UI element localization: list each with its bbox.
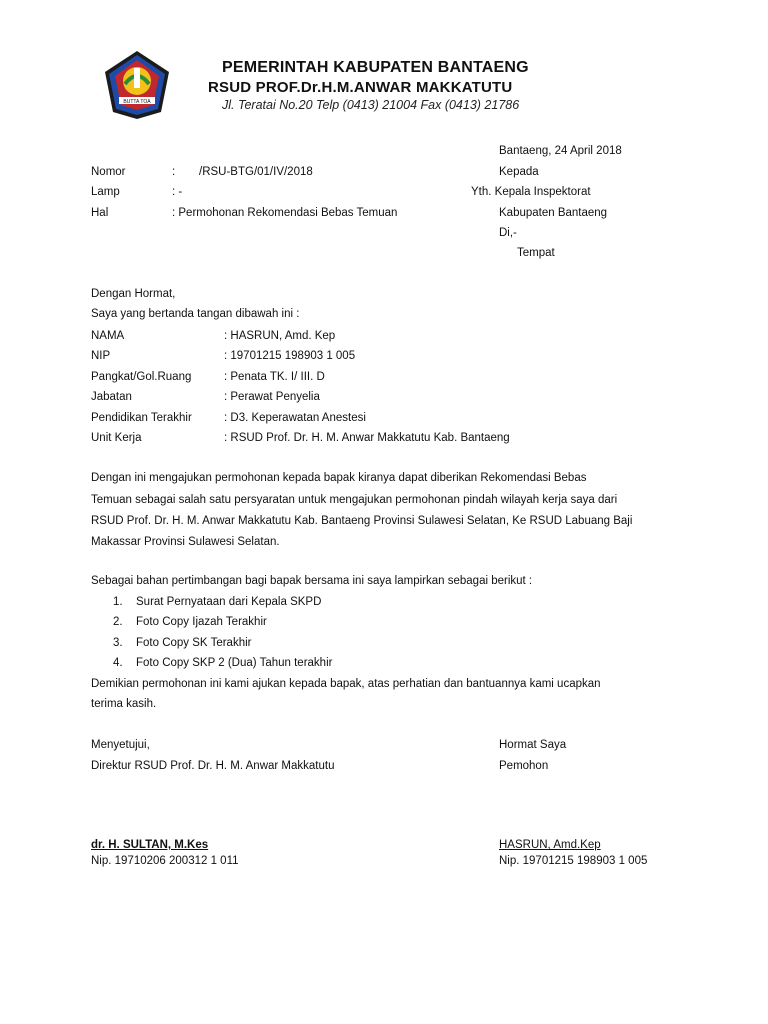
field-label: NIP <box>91 350 111 362</box>
lamp-label: Lamp <box>91 186 120 198</box>
paragraph-line: RSUD Prof. Dr. H. M. Anwar Makkatutu Kab. Bantaeng Provinsi Sulawesi Selatan, Ke RSUD Labuang Baji <box>91 515 633 527</box>
applicant-label: Pemohon <box>499 760 549 772</box>
attachment-item: Foto Copy SK Terakhir <box>136 637 252 649</box>
field-value: : Penata TK. I/ III. D <box>224 371 325 383</box>
attachment-number: 2. <box>113 616 123 628</box>
paragraph-line: Dengan ini mengajukan permohonan kepada bapak kiranya dapat diberikan Rekomendasi Bebas <box>91 472 587 484</box>
nomor-value: /RSU-BTG/01/IV/2018 <box>199 166 313 178</box>
recipient-tempat: Tempat <box>517 247 555 259</box>
paragraph-line: Makassar Provinsi Sulawesi Selatan. <box>91 536 280 548</box>
hal-label: Hal <box>91 207 109 219</box>
letterhead-hospital: RSUD PROF.Dr.H.M.ANWAR MAKKATUTU <box>208 79 513 96</box>
attachment-number: 4. <box>113 657 123 669</box>
attachment-item: Foto Copy SKP 2 (Dua) Tahun terakhir <box>136 657 333 669</box>
attachment-number: 1. <box>113 596 123 608</box>
regards-label: Hormat Saya <box>499 739 567 751</box>
lamp-value: : - <box>172 186 183 198</box>
attachment-number: 3. <box>113 637 123 649</box>
field-value: : HASRUN, Amd. Kep <box>224 330 336 342</box>
approver-nip: Nip. 19710206 200312 1 011 <box>91 855 239 867</box>
nomor-label: Nomor <box>91 166 126 178</box>
letterhead-address: Jl. Teratai No.20 Telp (0413) 21004 Fax (0413) 21786 <box>222 98 520 112</box>
field-value: : RSUD Prof. Dr. H. M. Anwar Makkatutu Kab. Bantaeng <box>224 432 510 444</box>
approval-label: Menyetujui, <box>91 739 150 751</box>
field-label: NAMA <box>91 330 125 342</box>
approver-title: Direktur RSUD Prof. Dr. H. M. Anwar Makkatutu <box>91 760 335 772</box>
field-value: : D3. Keperawatan Anestesi <box>224 412 366 424</box>
closing-line: Demikian permohonan ini kami ajukan kepada bapak, atas perhatian dan bantuannya kami ucapkan <box>91 678 601 690</box>
logo-lettering: BUTTA TOA <box>123 99 151 105</box>
intro-text: Saya yang bertanda tangan dibawah ini : <box>91 308 300 320</box>
field-value: : Perawat Penyelia <box>224 391 320 403</box>
recipient-kabupaten: Kabupaten Bantaeng <box>499 207 608 219</box>
kabupaten-emblem-logo <box>103 50 171 120</box>
recipient-yth: Yth. Kepala Inspektorat <box>471 186 591 198</box>
recipient-kepada: Kepada <box>499 166 539 178</box>
closing-line: terima kasih. <box>91 698 157 710</box>
hal-value: : Permohonan Rekomendasi Bebas Temuan <box>172 207 398 219</box>
field-label: Jabatan <box>91 391 132 403</box>
field-label: Unit Kerja <box>91 432 142 444</box>
nomor-colon: : <box>172 166 176 178</box>
letterhead-government: PEMERINTAH KABUPATEN BANTAENG <box>222 59 529 76</box>
approver-name: dr. H. SULTAN, M.Kes <box>91 839 209 851</box>
letter-date: Bantaeng, 24 April 2018 <box>499 145 622 157</box>
recipient-di: Di,- <box>499 227 517 239</box>
greeting: Dengan Hormat, <box>91 288 176 300</box>
field-label: Pendidikan Terakhir <box>91 412 192 424</box>
attachment-item: Surat Pernyataan dari Kepala SKPD <box>136 596 322 608</box>
attachments-intro: Sebagai bahan pertimbangan bagi bapak bersama ini saya lampirkan sebagai berikut : <box>91 575 533 587</box>
applicant-nip: Nip. 19701215 198903 1 005 <box>499 855 648 867</box>
field-value: : 19701215 198903 1 005 <box>224 350 356 362</box>
applicant-name: HASRUN, Amd.Kep <box>499 839 601 851</box>
attachment-item: Foto Copy Ijazah Terakhir <box>136 616 267 628</box>
field-label: Pangkat/Gol.Ruang <box>91 371 192 383</box>
paragraph-line: Temuan sebagai salah satu persyaratan untuk mengajukan permohonan pindah wilayah kerja saya dari <box>91 494 618 506</box>
